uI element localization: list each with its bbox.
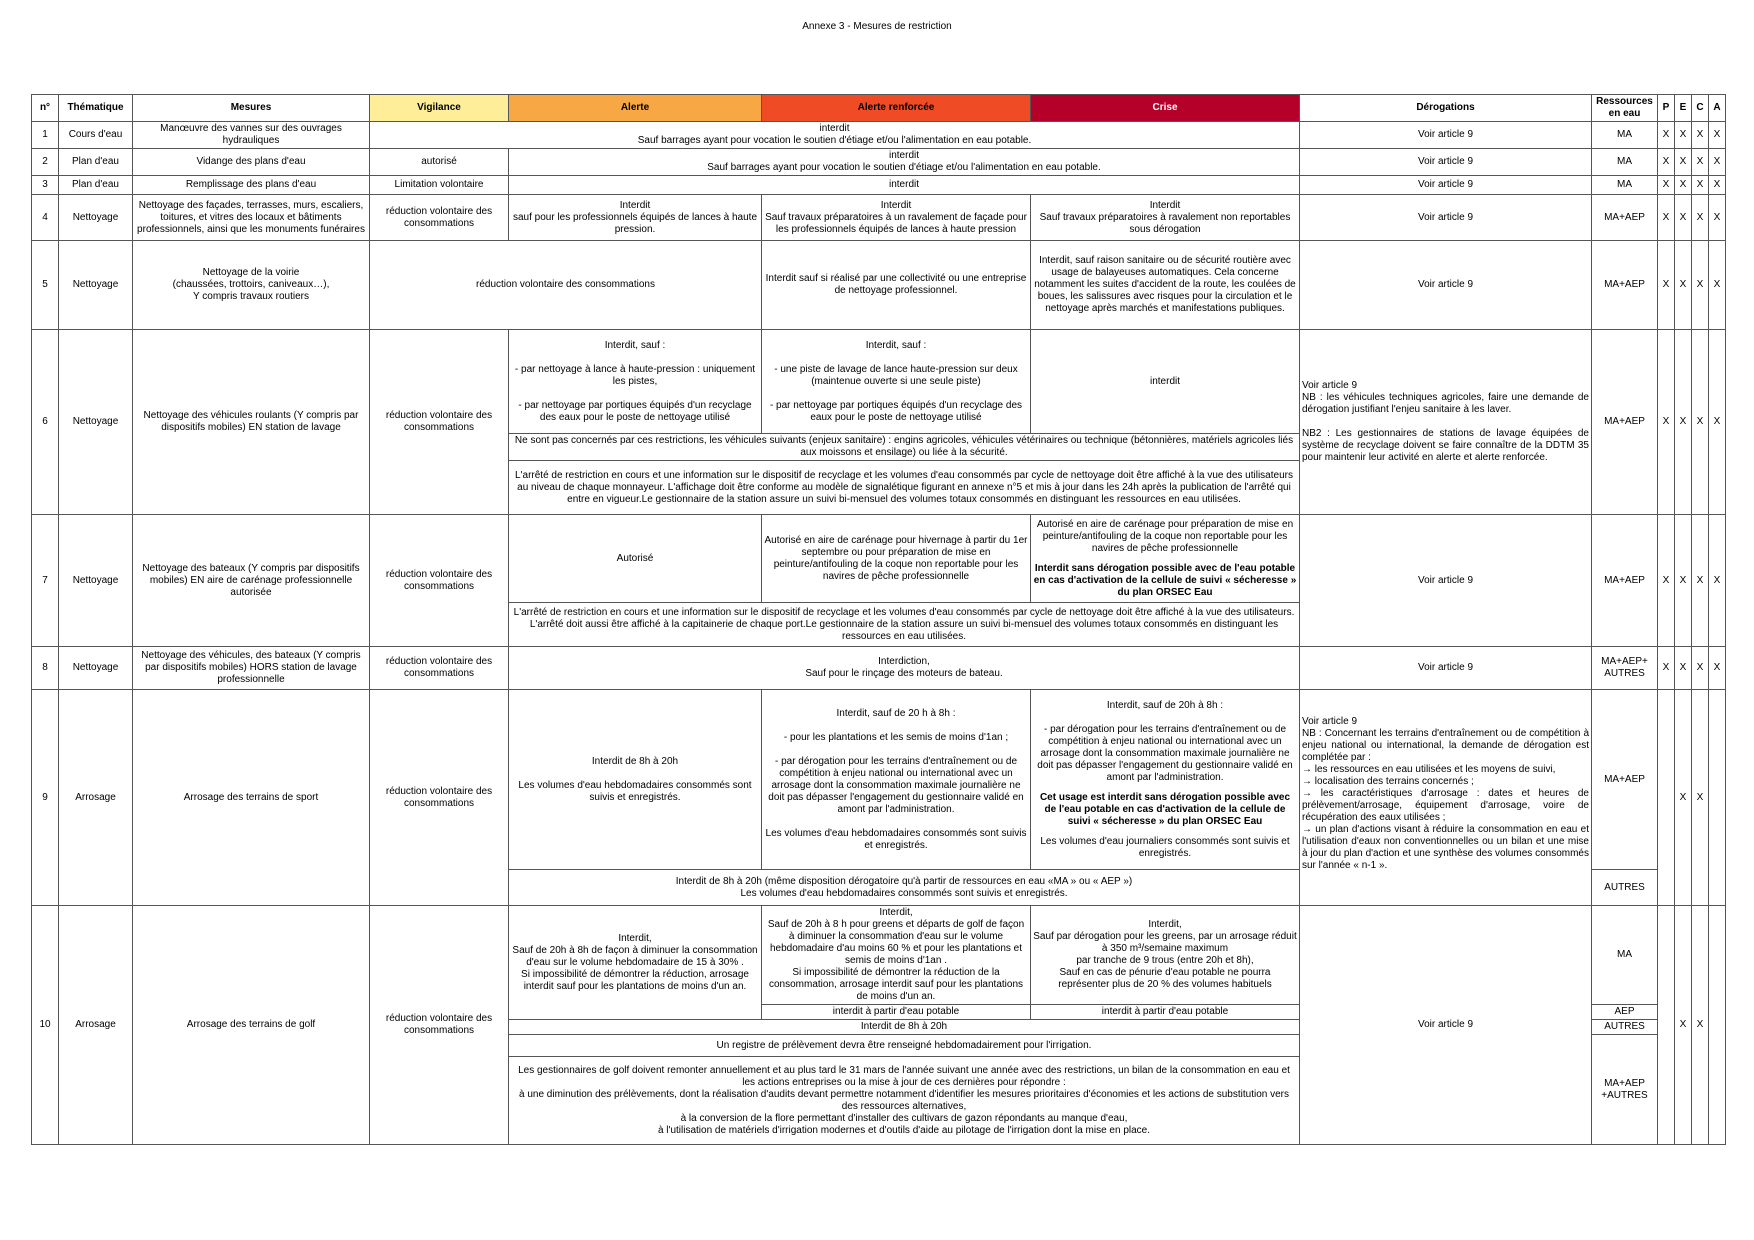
table-row (32, 906, 1726, 1005)
header-vigilance: Vigilance (370, 95, 509, 122)
usage-c: X (1692, 149, 1709, 176)
row-mesure: Remplissage des plans d'eau (133, 176, 370, 195)
header-c: C (1692, 95, 1709, 122)
row-derogation: Voir article 9 (1300, 195, 1592, 241)
row-resource: MA+AEP (1592, 515, 1658, 647)
row-resource: MA+AEP+ AUTRES (1592, 647, 1658, 690)
row-resource: MA+AEP +AUTRES (1592, 1035, 1658, 1145)
usage-c: X (1692, 330, 1709, 515)
row-theme: Arrosage (59, 906, 133, 1145)
usage-c: X (1692, 515, 1709, 647)
row-theme: Cours d'eau (59, 122, 133, 149)
restriction-table (31, 94, 1726, 1145)
row-number: 8 (32, 647, 59, 690)
usage-c: X (1692, 176, 1709, 195)
row-derogation: Voir article 9 (1300, 241, 1592, 330)
row-crise: Interdit Sauf travaux préparatoires à ravalement non reportables sous dérogation (1031, 195, 1300, 241)
row-number: 7 (32, 515, 59, 647)
row-vigilance: autorisé (370, 149, 509, 176)
row-vigilance: réduction volontaire des consommations (370, 906, 509, 1145)
usage-a: X (1709, 149, 1726, 176)
row-vigilance: réduction volontaire des consommations (370, 330, 509, 515)
row-bilan: Les gestionnaires de golf doivent remonter annuellement et au plus tard le 31 mars de l'année suivant une année avec des restrictions, un bilan de la consommation en eau et les actions entreprises ou la mise à jour de ces dernières pour répondre : à une diminution des prélèvements, dont la réalisation d'audits devant permettre notamment d'identifier les mesures prioritaires d'économies et les actions de substitution vers des ressources alternatives, à la conversion de la flore permettant d'installer des cultivars de gazon répondants au manque d'eau, à l'utilisation de matériels d'irrigation modernes et d'outils d'aide au pilotage de l'irrigation dont la mise en place. (509, 1057, 1300, 1145)
usage-p: X (1658, 241, 1675, 330)
row-alerte: Interdit, Sauf de 20h à 8h de façon à diminuer la consommation d'eau sur le volume hebdomadaire de 15 à 30% . Si impossibilité de démontrer la réduction, arrosage interdit sauf pour les plantations de moins d'un an. (509, 906, 762, 1020)
row-crise: Interdit, sauf raison sanitaire ou de sécurité routière avec usage de balayeuses automatiques. Cela concerne notamment les suites d'accident de la route, les coulées de boues, les salissures avec risques pour la circulation et le nettoyage après marchés et manifestations publiques. (1031, 241, 1300, 330)
header-thematique: Thématique (59, 95, 133, 122)
row-resource: MA (1592, 149, 1658, 176)
usage-e: X (1675, 330, 1692, 515)
table-row (32, 690, 1726, 870)
row-alerte: Interdit de 8h à 20h Les volumes d'eau hebdomadaires consommés sont suivis et enregistrés. (509, 690, 762, 870)
usage-e: X (1675, 241, 1692, 330)
row-theme: Nettoyage (59, 647, 133, 690)
row-resource: MA (1592, 122, 1658, 149)
row-resource: AEP (1592, 1005, 1658, 1020)
usage-p: X (1658, 195, 1675, 241)
usage-c: X (1692, 122, 1709, 149)
row-alerte-renforcee: Interdit, sauf : - une piste de lavage de lance haute-pression sur deux (maintenue ouverte si une seule piste) - par nettoyage par portiques équipés d'un recyclage des eaux pour le poste de nettoyage utilisé (762, 330, 1031, 434)
usage-a (1709, 906, 1726, 1145)
row-resource: MA (1592, 906, 1658, 1005)
usage-a: X (1709, 241, 1726, 330)
row-restriction: Interdiction, Sauf pour le rinçage des moteurs de bateau. (509, 647, 1300, 690)
row-mesure: Manœuvre des vannes sur des ouvrages hydrauliques (133, 122, 370, 149)
usage-p: X (1658, 176, 1675, 195)
row-registre: Un registre de prélèvement devra être renseigné hebdomadairement pour l'irrigation. (509, 1035, 1300, 1057)
row-vigilance: réduction volontaire des consommations (370, 647, 509, 690)
row-note: L'arrêté de restriction en cours et une information sur le dispositif de recyclage et les volumes d'eau consommés par cycle de nettoyage doit être affiché à la vue des utilisateurs. L'arrêté doit aussi être affiché à la capitainerie de chaque port.Le gestionnaire de la station assure un suivi bi-mensuel des volumes totaux consommés en distinguant les ressources en eau utilisées. (509, 603, 1300, 647)
header-a: A (1709, 95, 1726, 122)
row-number: 1 (32, 122, 59, 149)
usage-p (1658, 906, 1675, 1145)
row-theme: Nettoyage (59, 330, 133, 515)
row-restriction: interdit Sauf barrages ayant pour vocation le soutien d'étiage et/ou l'alimentation en eau potable. (509, 149, 1300, 176)
header-row (32, 95, 1726, 122)
row-crise: Interdit, Sauf par dérogation pour les greens, par un arrosage réduit à 350 m³/semaine maximum par tranche de 9 trous (entre 20h et 8h), Sauf en cas de pénurie d'eau potable ne pourra représenter plus de 20 % des volumes habituels (1031, 906, 1300, 1005)
header-ressources: Ressources en eau (1592, 95, 1658, 122)
row-number: 9 (32, 690, 59, 906)
row-vigilance: réduction volontaire des consommations (370, 195, 509, 241)
row-theme: Arrosage (59, 690, 133, 906)
header-crise: Crise (1031, 95, 1300, 122)
row-derogation: Voir article 9 NB : les véhicules techniques agricoles, faire une demande de dérogation justifiant l'enjeu sanitaire à les laver. NB2 : Les gestionnaires de stations de lavage équipées de système de recyclage doivent se faire connaître de la DDTM 35 pour maintenir leur activité en alerte et alerte renforcée. (1300, 330, 1592, 515)
row-alerte-renforcee: Interdit, sauf de 20 h à 8h : - pour les plantations et les semis de moins d'1an ; - par dérogation pour les terrains d'entraînement ou de compétition à enjeu national ou international avec un arrosage dont la consommation maximale journalière ne doit pas dépasser l'engagement du gestionnaire validé en amont par l'administration. Les volumes d'eau hebdomadaires consommés sont suivis et enregistrés. (762, 690, 1031, 870)
table-row (32, 330, 1726, 434)
row-restriction: interdit Sauf barrages ayant pour vocation le soutien d'étiage et/ou l'alimentation en eau potable. (370, 122, 1300, 149)
table-row (32, 515, 1726, 603)
row-vigilance-alerte: réduction volontaire des consommations (370, 241, 762, 330)
table-row (32, 241, 1726, 330)
row-derogation: Voir article 9 (1300, 122, 1592, 149)
usage-p: X (1658, 122, 1675, 149)
row-note: Ne sont pas concernés par ces restrictions, les véhicules suivants (enjeux sanitaire) : engins agricoles, véhicules vétérinaires ou technique (bétonnières, matériels agricoles liés aux moissons et ensilage) ou liée à la sécurité. (509, 434, 1300, 461)
header-e: E (1675, 95, 1692, 122)
header-alerte: Alerte (509, 95, 762, 122)
table-row (32, 149, 1726, 176)
row-theme: Plan d'eau (59, 149, 133, 176)
row-alerte-renforcee: Autorisé en aire de carénage pour hivernage à partir du 1er septembre ou pour préparation de mise en peinture/antifouling de la coque non reportable pour les navires de pêche professionnelle (762, 515, 1031, 603)
row-resource: AUTRES (1592, 870, 1658, 906)
row-crise (1031, 515, 1300, 603)
row-resource: MA+AEP (1592, 195, 1658, 241)
row-derogation: Voir article 9 (1300, 906, 1592, 1145)
row-note: Interdit de 8h à 20h (même disposition dérogatoire qu'à partir de ressources en eau «MA » ou « AEP ») Les volumes d'eau hebdomadaires consommés sont suivis et enregistrés. (509, 870, 1300, 906)
row-derogation: Voir article 9 (1300, 176, 1592, 195)
usage-e: X (1675, 149, 1692, 176)
crise-text: Interdit, sauf de 20h à 8h : - par dérogation pour les terrains d'entraînement ou de compétition à enjeu national ou international avec un arrosage dont la consommation maximale journalière ne doit pas dépasser l'engagement du gestionnaire validé en amont par l'administration. (1037, 699, 1293, 783)
usage-p: X (1658, 515, 1675, 647)
row-mesure: Nettoyage des véhicules roulants (Y compris par dispositifs mobiles) EN station de lavage (133, 330, 370, 515)
row-derogation: Voir article 9 (1300, 149, 1592, 176)
row-autres: Interdit de 8h à 20h (509, 1020, 1300, 1035)
usage-e: X (1675, 122, 1692, 149)
row-number: 4 (32, 195, 59, 241)
row-vigilance: Limitation volontaire (370, 176, 509, 195)
row-resource: MA (1592, 176, 1658, 195)
row-mesure: Vidange des plans d'eau (133, 149, 370, 176)
header-mesures: Mesures (133, 95, 370, 122)
row-number: 2 (32, 149, 59, 176)
row-number: 3 (32, 176, 59, 195)
usage-p (1658, 690, 1675, 906)
usage-a: X (1709, 122, 1726, 149)
usage-p: X (1658, 330, 1675, 515)
crise-bold-text: Cet usage est interdit sans dérogation possible avec de l'eau potable en cas d'activation de la cellule de suivi « sécheresse » du plan ORSEC Eau (1039, 791, 1291, 827)
header-derogations: Dérogations (1300, 95, 1592, 122)
usage-a: X (1709, 515, 1726, 647)
usage-a (1709, 690, 1726, 906)
usage-e: X (1675, 906, 1692, 1145)
table-row (32, 176, 1726, 195)
row-alerte: Interdit sauf pour les professionnels équipés de lances à haute pression. (509, 195, 762, 241)
row-crise-aep: interdit à partir d'eau potable (1031, 1005, 1300, 1020)
usage-e: X (1675, 647, 1692, 690)
row-resource: MA+AEP (1592, 241, 1658, 330)
crise-bold-text: Interdit sans dérogation possible avec de l'eau potable en cas d'activation de la cellule de suivi « sécheresse » du plan ORSEC Eau (1033, 562, 1297, 598)
row-alerte-renforcee-aep: interdit à partir d'eau potable (762, 1005, 1031, 1020)
row-alerte-renforcee: Interdit sauf si réalisé par une collectivité ou une entreprise de nettoyage professionnel. (762, 241, 1031, 330)
crise-text: Autorisé en aire de carénage pour préparation de mise en peinture/antifouling de la coque non reportable pour les navires de pêche professionnelle (1036, 518, 1294, 554)
row-mesure: Arrosage des terrains de golf (133, 906, 370, 1145)
row-number: 5 (32, 241, 59, 330)
row-number: 10 (32, 906, 59, 1145)
row-theme: Plan d'eau (59, 176, 133, 195)
row-mesure: Arrosage des terrains de sport (133, 690, 370, 906)
row-vigilance: réduction volontaire des consommations (370, 515, 509, 647)
crise-end-text: Les volumes d'eau journaliers consommés sont suivis et enregistrés. (1040, 835, 1290, 859)
row-theme: Nettoyage (59, 515, 133, 647)
row-theme: Nettoyage (59, 195, 133, 241)
row-vigilance: réduction volontaire des consommations (370, 690, 509, 906)
row-alerte: Interdit, sauf : - par nettoyage à lance à haute-pression : uniquement les pistes, - par nettoyage par portiques équipés d'un recyclage des eaux pour le poste de nettoyage utilisé (509, 330, 762, 434)
usage-c: X (1692, 906, 1709, 1145)
row-note: L'arrêté de restriction en cours et une information sur le dispositif de recyclage et les volumes d'eau consommés par cycle de nettoyage doit être affiché à la vue des utilisateurs au niveau de chaque monnayeur. L'affichage doit être conforme au modèle de signalétique figurant en annexe n°5 et mis à jour dans les 24h après la publication de l'arrêté qui entre en vigueur.Le gestionnaire de la station assure un suivi bi-mensuel des volumes totaux consommés en distinguant les ressources en eau utilisées. (509, 461, 1300, 515)
row-mesure: Nettoyage des bateaux (Y compris par dispositifs mobiles) EN aire de carénage professionnelle autorisée (133, 515, 370, 647)
usage-c: X (1692, 241, 1709, 330)
row-crise (1031, 690, 1300, 870)
row-number: 6 (32, 330, 59, 515)
table-row (32, 195, 1726, 241)
row-mesure: Nettoyage des façades, terrasses, murs, escaliers, toitures, et vitres des locaux et bâtiments professionnels, ainsi que les monuments funéraires (133, 195, 370, 241)
table-row (32, 122, 1726, 149)
row-alerte-renforcee: Interdit Sauf travaux préparatoires à un ravalement de façade pour les professionnels équipés de lances à haute pression (762, 195, 1031, 241)
row-crise: interdit (1031, 330, 1300, 434)
row-mesure: Nettoyage des véhicules, des bateaux (Y compris par dispositifs mobiles) HORS station de lavage professionnelle (133, 647, 370, 690)
usage-a: X (1709, 176, 1726, 195)
usage-e: X (1675, 176, 1692, 195)
header-n: n° (32, 95, 59, 122)
usage-c: X (1692, 647, 1709, 690)
table-row (32, 647, 1726, 690)
usage-a: X (1709, 330, 1726, 515)
row-resource: MA+AEP (1592, 330, 1658, 515)
row-alerte: Autorisé (509, 515, 762, 603)
document-title: Annexe 3 - Mesures de restriction (802, 21, 952, 32)
header-alerte-renforcee: Alerte renforcée (762, 95, 1031, 122)
usage-p: X (1658, 647, 1675, 690)
usage-e: X (1675, 515, 1692, 647)
row-alerte-renforcee: Interdit, Sauf de 20h à 8 h pour greens et départs de golf de façon à diminuer la consommation d'eau sur le volume hebdomadaire d'au moins 60 % et pour les plantations et semis de moins d'1an . Si impossibilité de démontrer la réduction de la consommation, arrosage interdit sauf pour les plantations de moins d'un an. (762, 906, 1031, 1005)
row-resource: AUTRES (1592, 1020, 1658, 1035)
usage-e: X (1675, 195, 1692, 241)
row-theme: Nettoyage (59, 241, 133, 330)
usage-a: X (1709, 647, 1726, 690)
usage-a: X (1709, 195, 1726, 241)
usage-c: X (1692, 195, 1709, 241)
row-restriction: interdit (509, 176, 1300, 195)
usage-p: X (1658, 149, 1675, 176)
usage-c: X (1692, 690, 1709, 906)
row-derogation: Voir article 9 (1300, 515, 1592, 647)
usage-e: X (1675, 690, 1692, 906)
row-mesure: Nettoyage de la voirie (chaussées, trottoirs, caniveaux…), Y compris travaux routiers (133, 241, 370, 330)
row-derogation: Voir article 9 NB : Concernant les terrains d'entraînement ou de compétition à enjeu national ou international, la demande de dérogation est complétée par : → les ressources en eau utilisées et les moyens de suivi, → localisation des terrains concernés ; → les caractéristiques d'arrosage : dates et heures de prélèvement/arrosage, équipement d'arrosage, voire de récupération des eaux utilisées ; → un plan d'actions visant à réduire la consommation en eau et l'utilisation d'eaux non conventionnelles ou un bilan et une mise à jour du plan d'action et une synthèse des volumes consommés sur l'année « n-1 ». (1300, 690, 1592, 906)
row-derogation: Voir article 9 (1300, 647, 1592, 690)
header-p: P (1658, 95, 1675, 122)
row-resource: MA+AEP (1592, 690, 1658, 870)
